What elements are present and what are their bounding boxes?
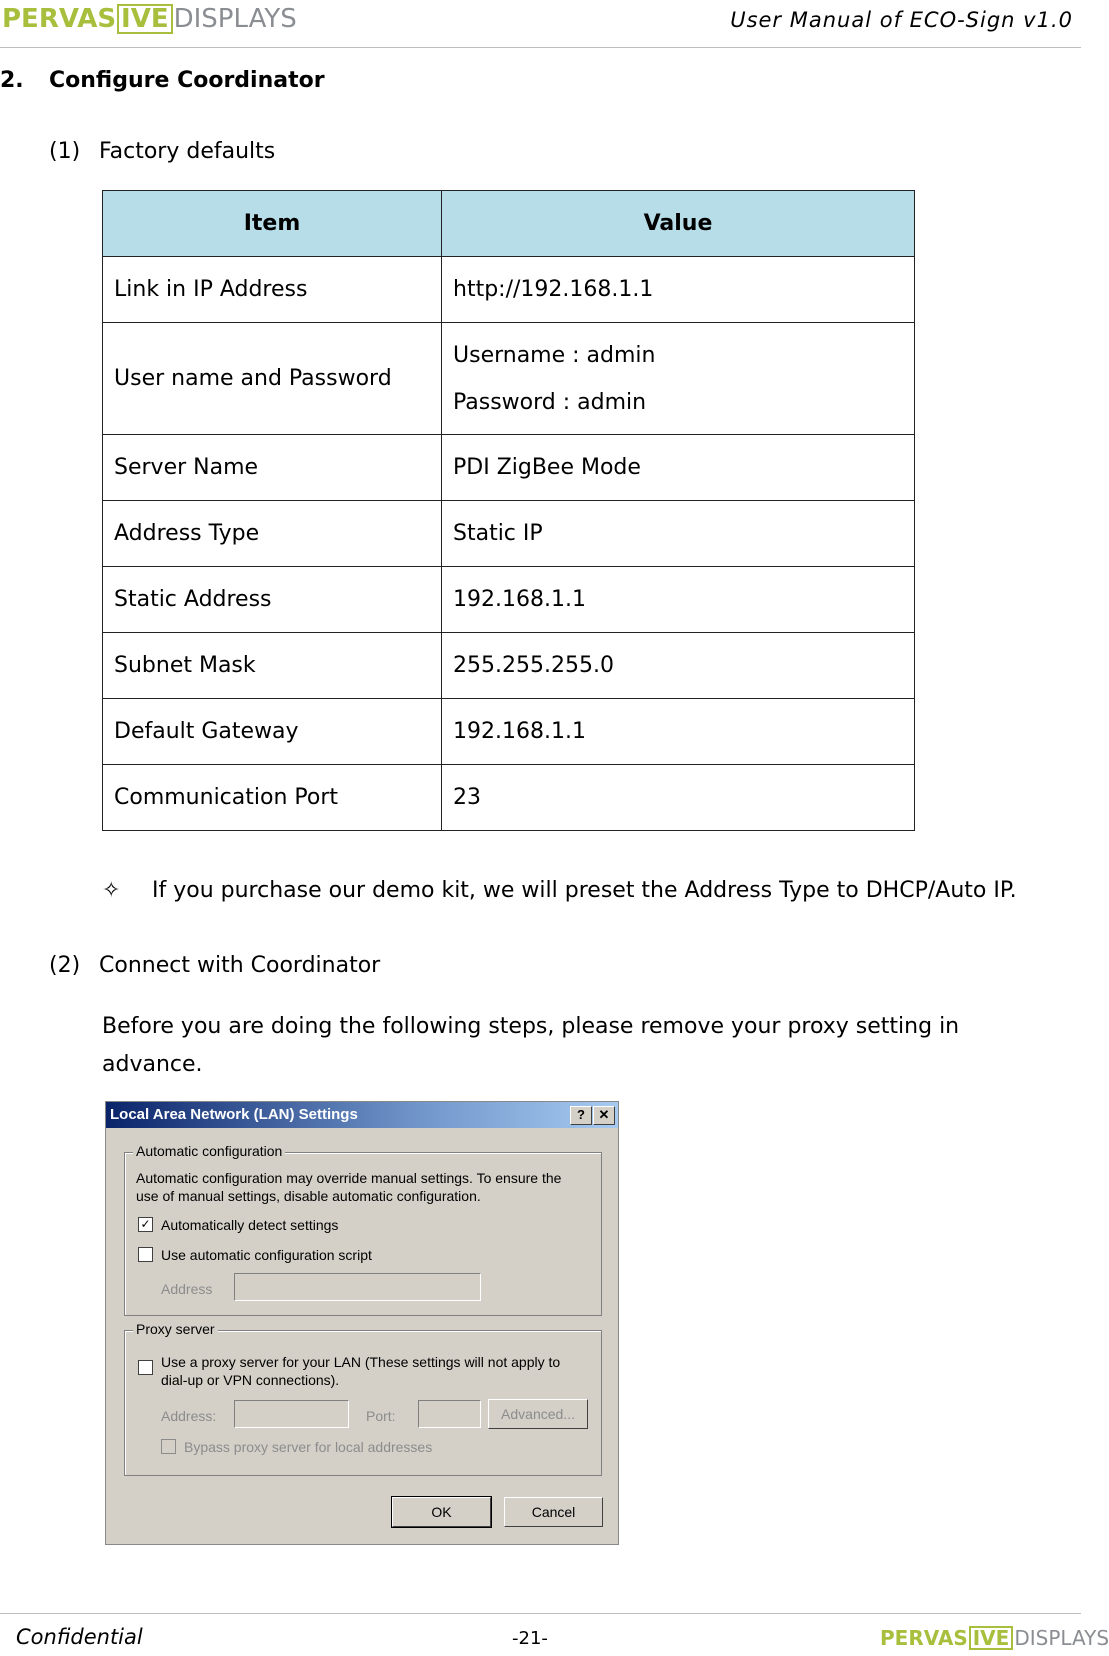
confidential-label: Confidential bbox=[16, 1625, 143, 1649]
auto-detect-checkbox[interactable]: ✓ bbox=[138, 1217, 153, 1232]
logo-text-box: IVE bbox=[117, 4, 173, 34]
header-divider bbox=[0, 47, 1081, 48]
cell-value: 192.168.1.1 bbox=[442, 567, 915, 633]
advanced-button[interactable]: Advanced... bbox=[488, 1399, 588, 1429]
cell-value: 255.255.255.0 bbox=[442, 633, 915, 699]
section-number: 2. bbox=[0, 68, 24, 93]
connect-heading bbox=[49, 953, 380, 978]
dialog-titlebar bbox=[106, 1102, 618, 1128]
proxy-port-input[interactable] bbox=[418, 1400, 481, 1428]
logo-text-part2: DISPLAYS bbox=[1014, 1626, 1109, 1650]
close-icon[interactable]: ✕ bbox=[593, 1106, 615, 1125]
footer-logo bbox=[880, 1626, 1109, 1650]
cell-item: Subnet Mask bbox=[103, 633, 442, 699]
cell-value bbox=[442, 323, 915, 435]
logo-text-part2: DISPLAYS bbox=[173, 4, 297, 34]
proxy-server-label: Proxy server bbox=[133, 1321, 218, 1337]
use-proxy-label-line2: dial-up or VPN connections). bbox=[161, 1372, 340, 1388]
section-title: Configure Coordinator bbox=[49, 68, 325, 93]
lan-settings-dialog bbox=[105, 1101, 619, 1545]
demo-kit-note bbox=[102, 878, 1017, 903]
cell-item: Static Address bbox=[103, 567, 442, 633]
header-logo bbox=[2, 4, 297, 34]
table-row bbox=[103, 633, 915, 699]
cell-item: User name and Password bbox=[103, 323, 442, 435]
table-header-row bbox=[103, 191, 915, 257]
auto-config-description-line1: Automatic configuration may override manual settings. To ensure the bbox=[136, 1170, 562, 1186]
proxy-address-label: Address: bbox=[161, 1408, 217, 1424]
help-button[interactable]: ? bbox=[570, 1106, 592, 1125]
proxy-port-label: Port: bbox=[366, 1408, 396, 1424]
cell-value: PDI ZigBee Mode bbox=[442, 435, 915, 501]
connect-number: (2) bbox=[49, 953, 81, 978]
proxy-instruction-paragraph: Before you are doing the following steps, please remove your proxy setting in advance. bbox=[102, 1014, 960, 1077]
cancel-button[interactable]: Cancel bbox=[504, 1497, 603, 1527]
cell-item: Communication Port bbox=[103, 765, 442, 831]
factory-defaults-table bbox=[102, 190, 915, 831]
page-number: -21- bbox=[512, 1628, 548, 1649]
auto-script-checkbox[interactable] bbox=[138, 1247, 153, 1262]
username-value: Username : admin bbox=[453, 342, 656, 368]
table-row bbox=[103, 435, 915, 501]
cell-value: 23 bbox=[442, 765, 915, 831]
bypass-proxy-label: Bypass proxy server for local addresses bbox=[184, 1439, 433, 1455]
cell-value: 192.168.1.1 bbox=[442, 699, 915, 765]
cell-item: Server Name bbox=[103, 435, 442, 501]
connect-title: Connect with Coordinator bbox=[99, 953, 381, 978]
table-row bbox=[103, 323, 915, 435]
automatic-configuration-label: Automatic configuration bbox=[133, 1143, 285, 1159]
table-row bbox=[103, 567, 915, 633]
use-proxy-checkbox[interactable] bbox=[138, 1360, 153, 1375]
use-proxy-label-line1: Use a proxy server for your LAN (These settings will not apply to bbox=[161, 1354, 561, 1370]
column-header-value: Value bbox=[442, 191, 915, 257]
note-text: If you purchase our demo kit, we will preset the Address Type to DHCP/Auto IP. bbox=[152, 878, 1017, 903]
footer-divider bbox=[0, 1613, 1081, 1614]
auto-config-description-line2: use of manual settings, disable automatic configuration. bbox=[136, 1188, 481, 1204]
document-title: User Manual of ECO-Sign v1.0 bbox=[730, 8, 1073, 32]
table-row bbox=[103, 699, 915, 765]
cell-value: Static IP bbox=[442, 501, 915, 567]
auto-detect-label: Automatically detect settings bbox=[161, 1217, 339, 1233]
logo-text-part1: PERVAS bbox=[2, 4, 117, 34]
column-header-item: Item bbox=[103, 191, 442, 257]
password-value: Password : admin bbox=[453, 389, 647, 415]
script-address-label: Address bbox=[161, 1281, 213, 1297]
auto-script-label: Use automatic configuration script bbox=[161, 1247, 372, 1263]
factory-defaults-title: Factory defaults bbox=[99, 139, 276, 164]
bypass-proxy-checkbox[interactable] bbox=[161, 1439, 176, 1454]
table-row bbox=[103, 501, 915, 567]
cell-value: http://192.168.1.1 bbox=[442, 257, 915, 323]
logo-text-part1: PERVAS bbox=[880, 1626, 968, 1650]
table-row bbox=[103, 257, 915, 323]
dialog-title: Local Area Network (LAN) Settings bbox=[110, 1106, 358, 1123]
ok-button[interactable]: OK bbox=[392, 1497, 491, 1527]
section-heading bbox=[0, 68, 325, 93]
factory-defaults-number: (1) bbox=[49, 139, 81, 164]
cell-item: Address Type bbox=[103, 501, 442, 567]
logo-text-box: IVE bbox=[969, 1626, 1014, 1650]
proxy-address-input[interactable] bbox=[234, 1400, 349, 1428]
factory-defaults-heading bbox=[49, 139, 275, 164]
cell-item: Link in IP Address bbox=[103, 257, 442, 323]
script-address-input[interactable] bbox=[234, 1273, 481, 1301]
diamond-bullet-icon: ✧ bbox=[102, 878, 121, 903]
cell-item: Default Gateway bbox=[103, 699, 442, 765]
table-row bbox=[103, 765, 915, 831]
